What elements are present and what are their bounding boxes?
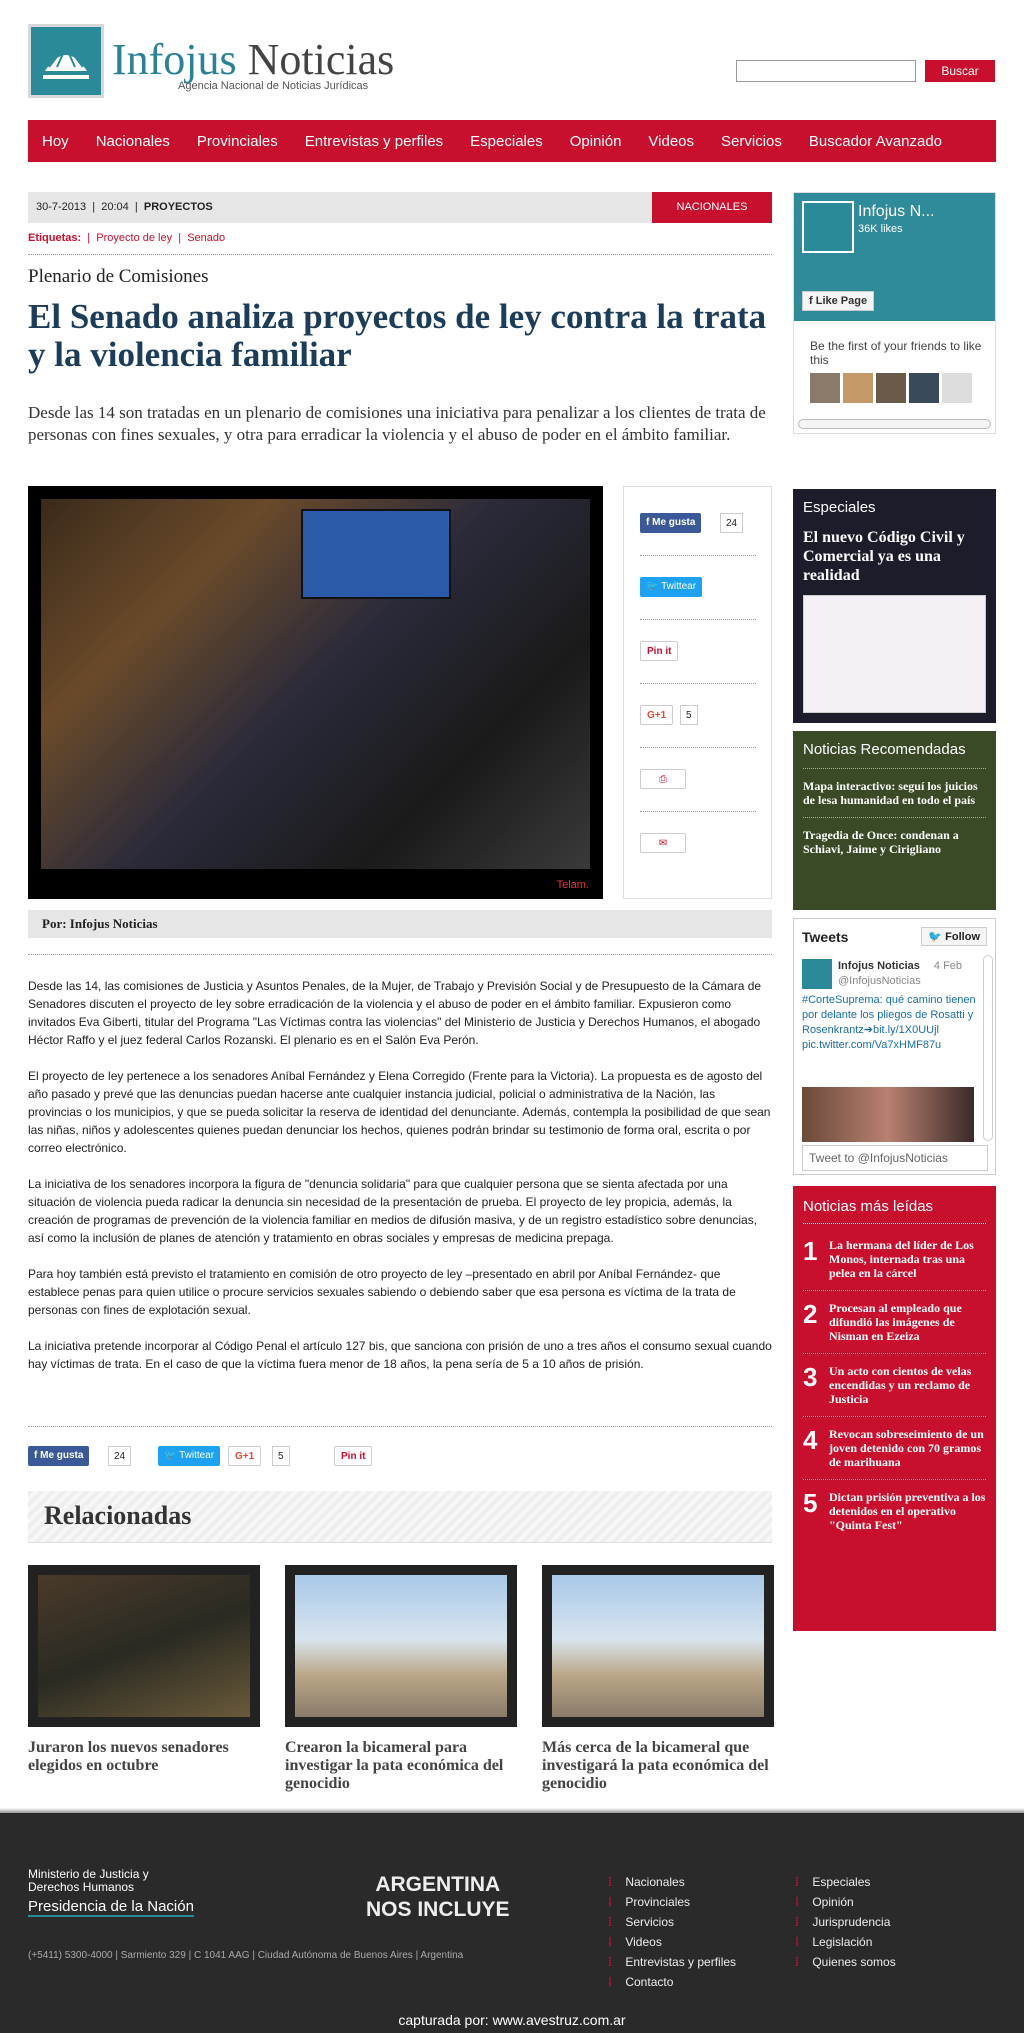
footer-link[interactable]: ⁞ Nacionales bbox=[608, 1872, 736, 1892]
twitter-share-button[interactable]: 🐦 Twittear bbox=[158, 1446, 220, 1466]
facebook-likes: 36K likes bbox=[858, 223, 903, 235]
footer-link[interactable]: ⁞ Provinciales bbox=[608, 1892, 736, 1912]
footer-link[interactable]: ⁞ Jurisprudencia bbox=[795, 1912, 896, 1932]
tweet-author[interactable]: Infojus Noticias bbox=[838, 960, 920, 972]
footer-link[interactable]: ⁞ Entrevistas y perfiles bbox=[608, 1952, 736, 1972]
facebook-friends-text: Be the first of your friends to like this bbox=[810, 339, 982, 367]
tweet-image[interactable] bbox=[802, 1087, 974, 1142]
nav-especiales[interactable]: Especiales bbox=[470, 132, 543, 150]
related-header bbox=[28, 1491, 772, 1543]
logo-tagline: Agencia Nacional de Noticias Jurídicas bbox=[178, 80, 369, 92]
most-read-item[interactable]: 3 Un acto con cientos de velas encendidas y un reclamo de Justicia bbox=[803, 1354, 986, 1417]
twitter-widget bbox=[793, 918, 996, 1175]
facebook-banner[interactable] bbox=[794, 193, 995, 321]
article-headline: El Senado analiza proyectos de ley contra la trata y la violencia familiar bbox=[28, 297, 767, 374]
article-byline: Por: Infojus Noticias bbox=[28, 910, 772, 938]
related-title-link[interactable]: Juraron los nuevos senadores elegidos en octubre bbox=[28, 1739, 229, 1774]
recommended-title: Noticias Recomendadas bbox=[803, 741, 986, 769]
capture-watermark: capturada por: www.avestruz.com.ar bbox=[398, 2012, 626, 2028]
footer-link[interactable]: ⁞ Opinión bbox=[795, 1892, 896, 1912]
tweet-date[interactable]: 4 Feb bbox=[933, 960, 963, 972]
article-date: 30-7-2013 bbox=[36, 201, 87, 213]
related-title: Relacionadas bbox=[44, 1501, 192, 1530]
footer-slogan: ARGENTINA NOS INCLUYE bbox=[366, 1873, 510, 1921]
article-photo bbox=[28, 486, 603, 899]
related-title-link[interactable]: Crearon la bicameral para investigar la pata económica del genocidio bbox=[285, 1739, 504, 1792]
nav-buscador-avanzado[interactable]: Buscador Avanzado bbox=[808, 132, 943, 150]
nav-servicios[interactable]: Servicios bbox=[721, 132, 782, 150]
footer-address: (+5411) 5300-4000 | Sarmiento 329 | C 1041 AAG | Ciudad Autónoma de Buenos Aires | Argentina bbox=[28, 1950, 464, 1961]
photo-screen bbox=[301, 509, 451, 599]
especiales-title: Especiales bbox=[803, 499, 876, 516]
tags-line: Etiquetas: | Proyecto de ley | Senado bbox=[28, 232, 226, 244]
photo-image bbox=[41, 499, 590, 869]
google-plus-button[interactable]: G+1 bbox=[640, 705, 673, 725]
footer-ministry[interactable]: Ministerio de Justicia y Derechos Humanos bbox=[28, 1867, 149, 1894]
footer-links-col1 bbox=[608, 1872, 736, 1992]
google-plus-count: 5 bbox=[272, 1446, 290, 1466]
pinterest-button[interactable]: Pin it bbox=[334, 1446, 372, 1466]
nav-entrevistas[interactable]: Entrevistas y perfiles bbox=[304, 132, 444, 150]
most-read-box bbox=[793, 1186, 996, 1631]
site-logo[interactable] bbox=[28, 24, 408, 100]
recommended-item[interactable]: Tragedia de Once: condenan a Schiavi, Jaime y Cirigliano bbox=[803, 828, 959, 856]
divider bbox=[640, 683, 756, 684]
footer-presidency[interactable]: Presidencia de la Nación bbox=[28, 1898, 194, 1915]
divider bbox=[640, 811, 756, 812]
logo-wordmark: Infojus Noticias bbox=[112, 35, 395, 84]
footer-links-col2 bbox=[795, 1872, 896, 1972]
twitter-share-button[interactable]: 🐦 Twittear bbox=[640, 577, 702, 597]
google-plus-button[interactable]: G+1 bbox=[228, 1446, 261, 1466]
footer-link[interactable]: ⁞ Quienes somos bbox=[795, 1952, 896, 1972]
facebook-like-page-button[interactable]: f Like Page bbox=[802, 291, 874, 311]
related-item[interactable] bbox=[542, 1565, 774, 1793]
divider bbox=[640, 619, 756, 620]
tweet-avatar-icon bbox=[802, 959, 832, 989]
body-paragraph: La iniciativa pretende incorporar al Código Penal el artículo 127 bis, que sanciona con prisión de uno a tres años el consumo sexual cuando hay víctimas de trata. En el caso de que la víctima fuera menor de 18 años, la pena sería de 5 a 10 años de prisión. bbox=[28, 1339, 772, 1371]
divider bbox=[28, 1426, 772, 1427]
most-read-item[interactable]: 4 Revocan sobreseimiento de un joven detenido con 70 gramos de marihuana bbox=[803, 1417, 986, 1480]
footer-link[interactable]: ⁞ Contacto bbox=[608, 1972, 736, 1992]
main-nav bbox=[28, 120, 996, 162]
scrollbar[interactable] bbox=[983, 955, 993, 1141]
especiales-headline[interactable]: El nuevo Código Civil y Comercial ya es una realidad bbox=[803, 529, 965, 584]
category-badge[interactable]: NACIONALES bbox=[652, 192, 772, 223]
related-image[interactable] bbox=[28, 1565, 260, 1727]
divider bbox=[640, 555, 756, 556]
body-paragraph: Para hoy también está previsto el tratamiento en comisión de otro proyecto de ley –presentado en abril por Aníbal Fernández- que establece penas para quien utilice o procure servicios sexuales sabiendo o debiendo saber que esa persona es víctima de la trata de personas con fines de explotación sexual. bbox=[28, 1267, 736, 1317]
most-read-item[interactable]: 5 Dictan prisión preventiva a los detenidos en el operativo "Quinta Fest" bbox=[803, 1488, 986, 1532]
google-plus-count: 5 bbox=[680, 705, 698, 725]
facebook-widget bbox=[793, 192, 996, 434]
tweet-text[interactable]: #CorteSuprema: qué camino tienen por delante los pliegos de Rosatti y Rosenkrantz➔bit.ly/1X0UUjl pic.twitter.com/Va7xHMF87u bbox=[802, 994, 976, 1051]
article-kicker: Plenario de Comisiones bbox=[28, 266, 209, 287]
tag-link[interactable]: Proyecto de ley bbox=[96, 232, 173, 244]
scrollbar[interactable] bbox=[798, 419, 991, 429]
most-read-item[interactable]: 2 Procesan al empleado que difundió las imágenes de Nisman en Ezeiza bbox=[803, 1291, 986, 1354]
most-read-title: Noticias más leídas bbox=[803, 1198, 986, 1224]
divider bbox=[640, 747, 756, 748]
facebook-like-button[interactable]: f Me gusta bbox=[28, 1446, 89, 1466]
body-paragraph: El proyecto de ley pertenece a los senadores Aníbal Fernández y Elena Corregido (Frente para la Victoria). La propuesta es de agosto del año pasado y prevé que las denuncias puedan hacerse ante cualquier instancia judicial, policial o administrativa de la Nación, las provincias o los municipios, y que se pueda solicitar la reserva de identidad del denunciante. Además, contempla la posibilidad de que sean las niñas, niños y adolescentes quienes puedan denunciar los hechos, quienes podrán brindar su testimonio de forma oral, escrita o por correo electrónico. bbox=[28, 1069, 771, 1155]
article-body bbox=[28, 977, 772, 1391]
print-icon[interactable]: ⎙ bbox=[640, 769, 686, 789]
logo-emblem-icon bbox=[28, 24, 104, 98]
divider bbox=[28, 954, 772, 955]
footer-link[interactable]: ⁞ Videos bbox=[608, 1932, 736, 1952]
email-icon[interactable]: ✉ bbox=[640, 833, 686, 853]
search-button[interactable]: Buscar bbox=[925, 60, 995, 82]
related-item[interactable] bbox=[28, 1565, 260, 1775]
facebook-friends-avatars bbox=[810, 373, 972, 403]
twitter-follow-button[interactable]: 🐦 Follow bbox=[921, 927, 987, 946]
nav-opinion[interactable]: Opinión bbox=[569, 132, 622, 150]
share-bar-bottom bbox=[28, 1446, 772, 1470]
tags-label: Etiquetas: bbox=[28, 232, 82, 244]
divider bbox=[28, 254, 772, 255]
facebook-avatar-icon bbox=[802, 201, 854, 253]
tweet-handle[interactable]: @InfojusNoticias bbox=[838, 975, 921, 987]
nav-videos[interactable]: Videos bbox=[648, 132, 695, 150]
article-meta-bar: 30-7-2013 | 20:04 | PROYECTOS NACIONALES bbox=[28, 192, 772, 223]
footer-link[interactable]: ⁞ Legislación bbox=[795, 1932, 896, 1952]
nav-nacionales[interactable]: Nacionales bbox=[95, 132, 170, 150]
share-column bbox=[623, 486, 772, 899]
tag-link[interactable]: Senado bbox=[187, 232, 226, 244]
nav-hoy[interactable]: Hoy bbox=[42, 132, 69, 150]
facebook-page-title[interactable]: Infojus N... bbox=[858, 203, 935, 220]
pinterest-button[interactable]: Pin it bbox=[640, 641, 678, 661]
facebook-like-count: 24 bbox=[720, 513, 743, 533]
related-image[interactable] bbox=[542, 1565, 774, 1727]
article-section: PROYECTOS bbox=[143, 201, 213, 213]
recommended-box bbox=[793, 731, 996, 910]
most-read-item[interactable]: 1 La hermana del líder de Los Monos, internada tras una pelea en la cárcel bbox=[803, 1228, 986, 1291]
facebook-like-count: 24 bbox=[108, 1446, 131, 1466]
tweet-to-input[interactable]: Tweet to @InfojusNoticias bbox=[802, 1145, 988, 1171]
tweets-title: Tweets bbox=[802, 929, 849, 945]
related-item[interactable] bbox=[285, 1565, 517, 1793]
especiales-image[interactable] bbox=[803, 595, 986, 713]
article-lead: Desde las 14 son tratadas en un plenario de comisiones una iniciativa para penalizar a los clientes de trata de personas con fines sexuales, y otra para erradicar la violencia y el abuso de poder en el ámbito familiar. bbox=[28, 403, 766, 444]
search-input[interactable] bbox=[736, 60, 916, 82]
footer-link[interactable]: ⁞ Servicios bbox=[608, 1912, 736, 1932]
related-image[interactable] bbox=[285, 1565, 517, 1727]
body-paragraph: La iniciativa de los senadores incorpora la figura de "denuncia solidaria" para que cualquier persona que se sienta afectada por una situación de violencia pueda radicar la denuncia sin necesidad de la presentación de prueba. El proyecto de ley propicia, además, la creación de programas de prevención de la violencia familiar en medios de difusión masiva, y de un registro estadístico sobre denuncias, así como la inclusión de planes de atención y tratamiento en obras sociales y empresas de medicina prepaga. bbox=[28, 1177, 758, 1245]
body-paragraph: Desde las 14, las comisiones de Justicia y Asuntos Penales, de la Mujer, de Trabajo y Previsión Social y de Presupuesto de la Cámara de Senadores discuten el proyecto de ley sobre erradicación de la violencia y el abuso de poder en el ámbito familiar. Expusieron como invitados Eva Giberti, titular del Programa "Las Víctimas contra las violencias" del Ministerio de Justicia y Derechos Humanos, el abogado Héctor Raffo y el juez federal Carlos Rozanski. El plenario es en el Salón Eva Perón. bbox=[28, 979, 762, 1047]
nav-provinciales[interactable]: Provinciales bbox=[196, 132, 278, 150]
article-time: 20:04 bbox=[101, 201, 129, 213]
facebook-like-button[interactable]: f Me gusta bbox=[640, 513, 701, 533]
photo-credit: Telam. bbox=[556, 879, 589, 891]
footer-link[interactable]: ⁞ Especiales bbox=[795, 1872, 896, 1892]
tweet bbox=[802, 959, 982, 1053]
especiales-box bbox=[793, 489, 996, 723]
recommended-item[interactable]: Mapa interactivo: seguí los juicios de lesa humanidad en todo el país bbox=[803, 769, 986, 818]
related-title-link[interactable]: Más cerca de la bicameral que investigará la pata económica del genocidio bbox=[542, 1739, 769, 1792]
